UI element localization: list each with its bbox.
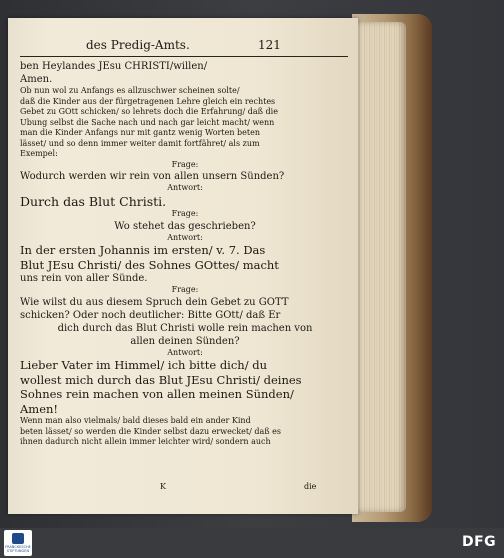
text-line: Wo stehet das geschrieben?	[114, 220, 256, 232]
text-line: Blut JEsu Christi/ des Sohnes GOttes/ macht	[20, 257, 279, 272]
text-line: beten lässet/ so werden die Kinder selbst dazu erwecket/ daß es	[20, 426, 281, 436]
text-line: Frage:	[171, 285, 199, 294]
library-caption: FRANCKESCHE STIFTUNGEN	[5, 545, 31, 553]
text-line: daß die Kinder aus der fürgetragenen Lehre gleich ein rechtes	[20, 96, 276, 106]
body-text	[20, 60, 350, 448]
page-header	[86, 38, 281, 54]
text-line: Gebet zu GOtt schicken/ so lehrets doch die Erfahrung/ daß die	[20, 107, 278, 116]
dfg-logo: DFG	[462, 534, 497, 550]
text-line: ben Heylandes JEsu CHRISTI/willen/	[20, 61, 208, 72]
text-line: allen deinen Sünden?	[130, 335, 240, 347]
text-line: man die Kinder Anfangs nur mit gantz wenig Worten beten	[20, 128, 260, 137]
text-line: Antwort:	[167, 347, 203, 357]
viewer-footer	[0, 528, 504, 558]
text-line: Antwort:	[167, 232, 203, 242]
signature-mark: K	[160, 482, 166, 491]
text-line: Lieber Vater im Himmel/ ich bitte dich/ du	[20, 358, 268, 372]
text-line: uns rein von aller Sünde.	[20, 273, 148, 284]
text-line: Wenn man also vielmals/ bald dieses bald ein ander Kind	[20, 416, 251, 425]
text-line: Amen.	[20, 74, 53, 85]
page-number: 121	[258, 38, 281, 52]
text-line: In der ersten Johannis im ersten/ v. 7. Das	[20, 243, 266, 257]
text-line: schicken? Oder noch deutlicher: Bitte GOtt/ daß Er	[20, 309, 281, 321]
text-line: Sohnes rein machen von allen meinen Sünden/	[20, 387, 294, 401]
text-line: lässet/ und so denn immer weiter damit fortfähret/ als zum	[20, 138, 260, 148]
library-logo	[4, 530, 32, 556]
text-line: Ubung selbst die Sache nach und nach gar leicht macht/ wenn	[20, 117, 275, 127]
text-line: Frage:	[171, 209, 199, 218]
text-line: dich durch das Blut Christi wolle rein machen von	[57, 322, 313, 334]
running-head: des Predig-Amts.	[86, 38, 190, 52]
text-line: Frage:	[171, 159, 199, 169]
text-line: Ob nun wol zu Anfangs es allzuschwer scheinen solte/	[20, 86, 240, 95]
text-line: Antwort:	[167, 183, 203, 192]
header-rule	[20, 56, 348, 57]
text-line: Exempel:	[20, 149, 58, 158]
catchword: die	[304, 482, 317, 491]
text-line: Amen!	[20, 401, 59, 416]
library-emblem-icon	[12, 533, 24, 544]
book-page	[8, 18, 358, 514]
text-line: Durch das Blut Christi.	[20, 193, 167, 209]
text-line: ihnen dadurch nicht allein immer leichter wird/ sondern auch	[20, 437, 271, 446]
text-line: Wodurch werden wir rein von allen unsern Sünden?	[20, 171, 285, 182]
text-line: wollest mich durch das Blut JEsu Christi/ deines	[20, 372, 302, 387]
text-line: Wie wilst du aus diesem Spruch dein Gebet zu GOTT	[20, 296, 289, 308]
page-edges	[350, 22, 406, 512]
